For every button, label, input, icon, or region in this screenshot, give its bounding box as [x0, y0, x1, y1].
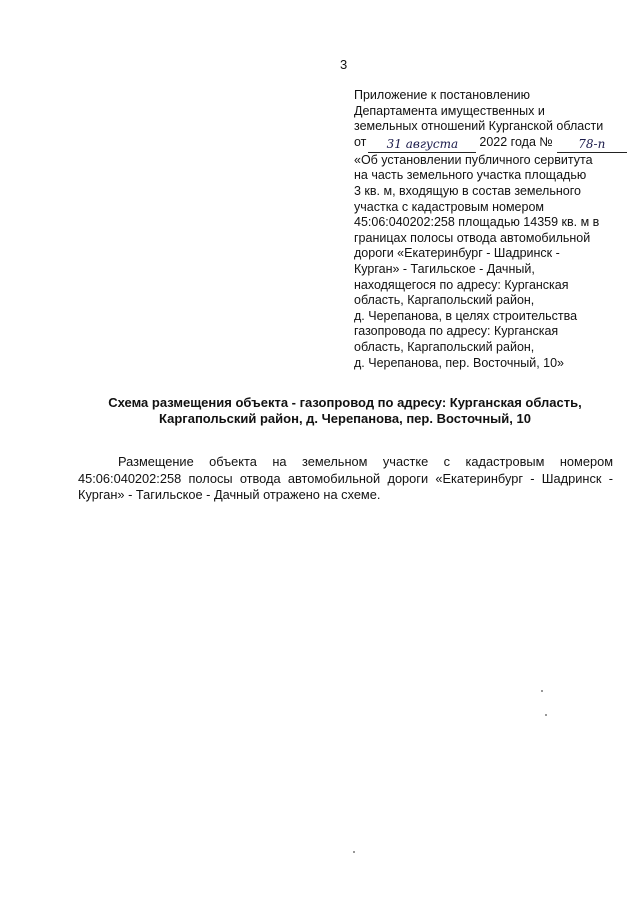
appendix-date-line	[354, 135, 624, 153]
scan-speck	[541, 690, 543, 692]
appendix-subject-line: газопровода по адресу: Курганская	[354, 324, 559, 339]
page-number: 3	[340, 57, 348, 72]
appendix-subject-line: д. Черепанова, пер. Восточный, 10»	[354, 355, 565, 370]
appendix-subject-line: д. Черепанова, в целях строительства	[354, 308, 578, 323]
appendix-subject-line: находящегося по адресу: Курганская	[354, 277, 569, 292]
appendix-subject-line: область, Каргапольский район,	[354, 293, 535, 308]
body-line-2: 45:06:040202:258 полосы отвода автомобильной дороги «Екатеринбург - Шадринск -	[78, 470, 613, 486]
scan-speck	[353, 851, 355, 853]
appendix-line: Приложение к постановлению	[354, 88, 530, 102]
title-line-1: Схема размещения объекта - газопровод по адресу: Курганская область,	[108, 395, 582, 410]
appendix-line: земельных отношений Курганской области	[354, 119, 604, 134]
appendix-subject-line: 3 кв. м, входящую в состав земельного	[354, 183, 581, 198]
handwritten-number: 78-п	[557, 138, 627, 153]
appendix-subject-line: участка с кадастровым номером	[354, 199, 544, 214]
appendix-subject-line: дороги «Екатеринбург - Шадринск -	[354, 246, 560, 261]
body-paragraph	[78, 454, 613, 504]
document-title	[60, 395, 630, 427]
appendix-subject-line: на часть земельного участка площадью	[354, 168, 587, 183]
appendix-subject-line: «Об установлении публичного сервитута	[354, 152, 593, 167]
date-prefix: от	[354, 134, 367, 149]
appendix-subject-line: границах полосы отвода автомобильной	[354, 230, 591, 245]
scan-speck	[545, 714, 547, 716]
appendix-line: Департамента имущественных и	[354, 103, 545, 118]
year-text: 2022 года №	[479, 134, 553, 149]
appendix-subject-line: Курган» - Тагильское - Дачный,	[354, 261, 535, 276]
handwritten-date: 31 августа	[368, 138, 476, 153]
appendix-subject-line: область, Каргапольский район,	[354, 339, 535, 354]
title-line-2: Каргапольский район, д. Черепанова, пер. Восточный, 10	[159, 411, 531, 426]
appendix-block	[354, 88, 624, 371]
appendix-subject-line: 45:06:040202:258 площадью 14359 кв. м в	[354, 215, 600, 230]
body-line-3: Курган» - Тагильское - Дачный отражено на схеме.	[78, 487, 381, 502]
body-line-1: Размещение объекта на земельном участке с кадастровым номером	[118, 454, 613, 469]
